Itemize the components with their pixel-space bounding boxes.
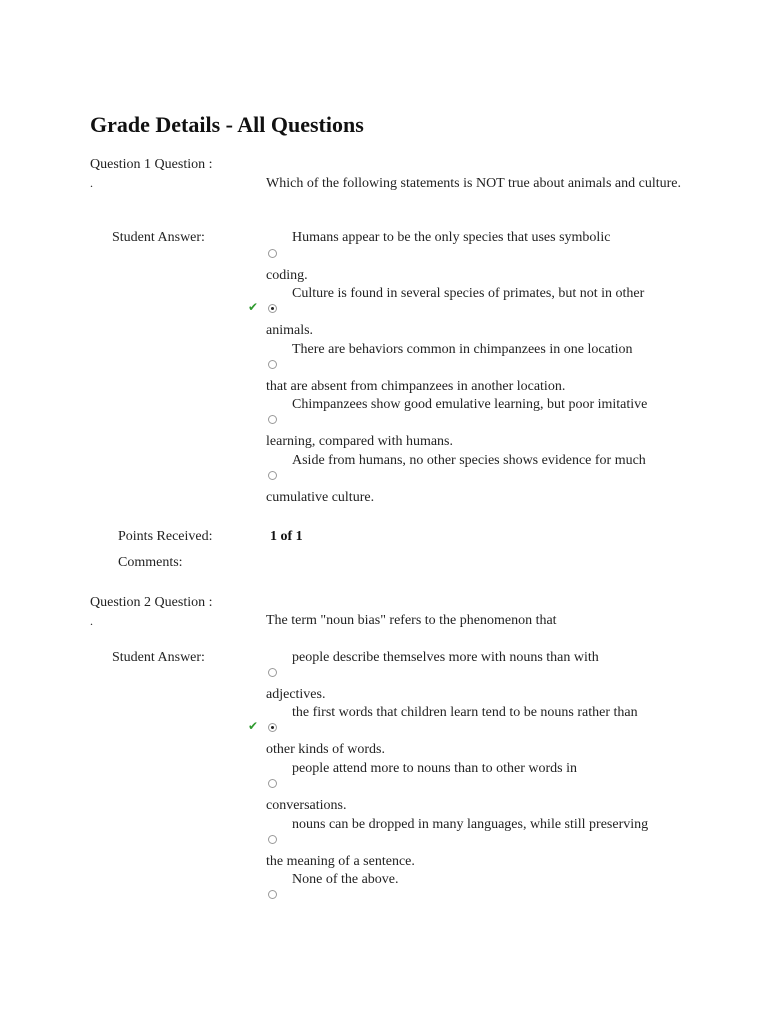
question-1-option-4-text-cont: learning, compared with humans. xyxy=(266,434,454,449)
question-2-option-1-text-cont: adjectives. xyxy=(266,687,326,702)
question-1-option-3-radio-icon xyxy=(268,360,277,369)
question-1-option-1-text-cont: coding. xyxy=(266,268,308,283)
question-1-text: Which of the following statements is NOT true about animals and culture. xyxy=(266,176,681,191)
question-2-option-4-text: nouns can be dropped in many languages, while still preserving xyxy=(292,817,649,832)
question-2-marker: . xyxy=(90,614,93,628)
question-2-option-1-text: people describe themselves more with nouns than with xyxy=(292,650,599,665)
question-2-option-1-radio-icon xyxy=(268,668,277,677)
question-1-option-5-text-cont: cumulative culture. xyxy=(266,490,375,505)
question-1-option-3-text-cont: that are absent from chimpanzees in another location. xyxy=(266,379,566,394)
question-2-option-3-text: people attend more to nouns than to other words in xyxy=(292,761,577,776)
question-1-option-4-radio-icon xyxy=(268,415,277,424)
question-2-student-answer-label: Student Answer: xyxy=(112,650,205,665)
question-1-comments-label: Comments: xyxy=(118,555,183,570)
question-1-option-1-radio-icon xyxy=(268,249,277,258)
question-2-option-4-radio-icon xyxy=(268,835,277,844)
question-1-option-2-text: Culture is found in several species of primates, but not in other xyxy=(292,286,645,301)
question-1-option-2-text-cont: animals. xyxy=(266,323,314,338)
question-2-option-2-text: the first words that children learn tend to be nouns rather than xyxy=(292,705,638,720)
question-2-text: The term "noun bias" refers to the phenomenon that xyxy=(266,613,557,628)
question-2-option-2-radio-icon xyxy=(268,723,277,732)
question-1-option-3-text: There are behaviors common in chimpanzees in one location xyxy=(292,342,633,357)
checkmark-icon: ✔ xyxy=(248,300,259,314)
question-2-option-3-text-cont: conversations. xyxy=(266,798,347,813)
question-1-option-4-text: Chimpanzees show good emulative learning, but poor imitative xyxy=(292,397,648,412)
question-1-points-label: Points Received: xyxy=(118,529,213,544)
page-title: Grade Details - All Questions xyxy=(90,112,364,137)
question-2-option-3-radio-icon xyxy=(268,779,277,788)
question-1-option-1-text: Humans appear to be the only species that uses symbolic xyxy=(292,230,611,245)
question-1-option-2-radio-icon xyxy=(268,304,277,313)
question-1-student-answer-label: Student Answer: xyxy=(112,230,205,245)
question-1-option-5-text: Aside from humans, no other species shows evidence for much xyxy=(292,453,646,468)
question-2-option-4-text-cont: the meaning of a sentence. xyxy=(266,854,415,869)
question-1-label: Question 1 Question : xyxy=(90,157,213,172)
question-2-option-2-text-cont: other kinds of words. xyxy=(266,742,385,757)
question-2-label: Question 2 Question : xyxy=(90,595,213,610)
question-2-option-5-text: None of the above. xyxy=(292,872,399,887)
question-1-option-5-radio-icon xyxy=(268,471,277,480)
question-1-marker: . xyxy=(90,176,93,190)
question-1-points-value: 1 of 1 xyxy=(270,529,303,544)
question-2-option-5-radio-icon xyxy=(268,890,277,899)
checkmark-icon: ✔ xyxy=(248,719,259,733)
